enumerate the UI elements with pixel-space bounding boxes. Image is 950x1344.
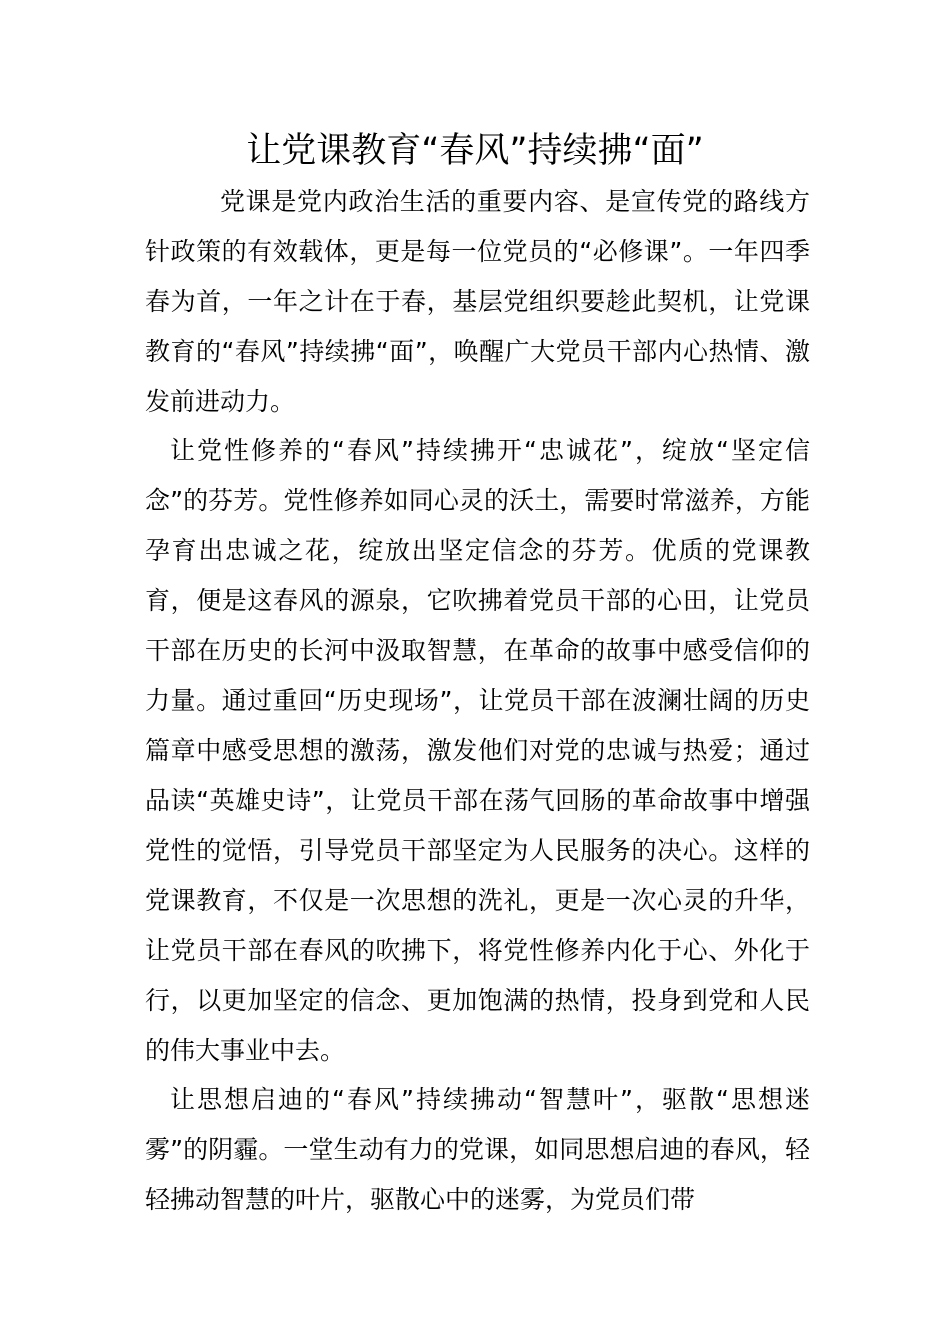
paragraph-party-spirit: 让党性修养的“春风”持续拂开“忠诚花”，绽放“坚定信念”的芬芳。党性修养如同心灵的沃土，需要时常滋养，方能孕育出忠诚之花，绽放出坚定信念的芬芳。优质的党课教育，便是这春风的源泉，它吹拂着党员干部的心田，让党员干部在历史的长河中汲取智慧，在革命的故事中感受信仰的力量。通过重回“历史现场”，让党员干部在波澜壮阔的历史篇章中感受思想的激荡，激发他们对党的忠诚与热爱；通过品读“英雄史诗”，让党员干部在荡气回肠的革命故事中增强党性的觉悟，引导党员干部坚定为人民服务的决心。这样的党课教育，不仅是一次思想的洗礼，更是一次心灵的升华，让党员干部在春风的吹拂下，将党性修养内化于心、外化于行，以更加坚定的信念、更加饱满的热情，投身到党和人民的伟大事业中去。 [145, 436, 810, 1065]
paragraph-thought-inspiration: 让思想启迪的“春风”持续拂动“智慧叶”，驱散“思想迷雾”的阴霾。一堂生动有力的党课，如同思想启迪的春风，轻轻拂动智慧的叶片，驱散心中的迷雾，为党员们带 [145, 1085, 810, 1214]
document-title: 让党课教育“春风”持续拂“面” [246, 131, 704, 171]
paragraph-intro: 党课是党内政治生活的重要内容、是宣传党的路线方针政策的有效载体，更是每一位党员的“必修课”。一年四季春为首，一年之计在于春，基层党组织要趁此契机，让党课教育的“春风”持续拂“面”，唤醒广大党员干部内心热情、激发前进动力。 [145, 187, 810, 416]
